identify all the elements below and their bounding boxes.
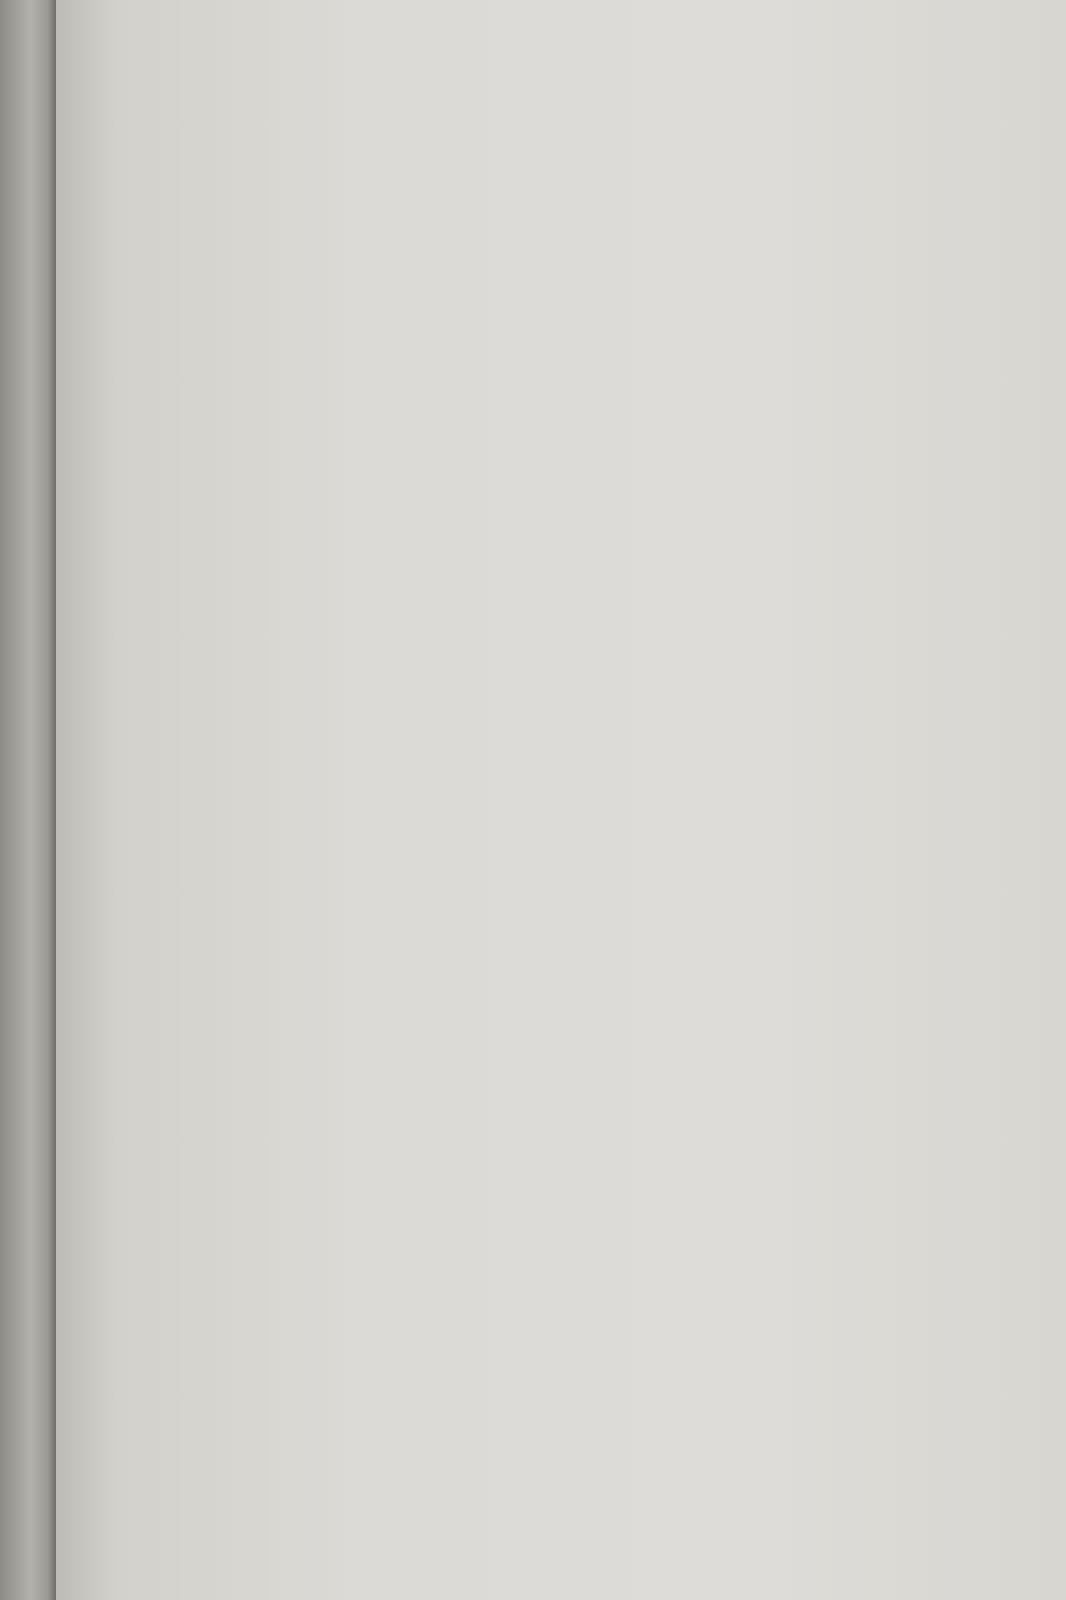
top-ornament-band: [201, 118, 941, 152]
adjacent-page-edge: [0, 0, 56, 1600]
bottom-ornament-band: [201, 1396, 941, 1430]
book-page: [56, 0, 1066, 1600]
adjacent-page-text: [2, 17, 52, 22]
section-separator: [192, 170, 892, 320]
page-body: [192, 170, 892, 320]
